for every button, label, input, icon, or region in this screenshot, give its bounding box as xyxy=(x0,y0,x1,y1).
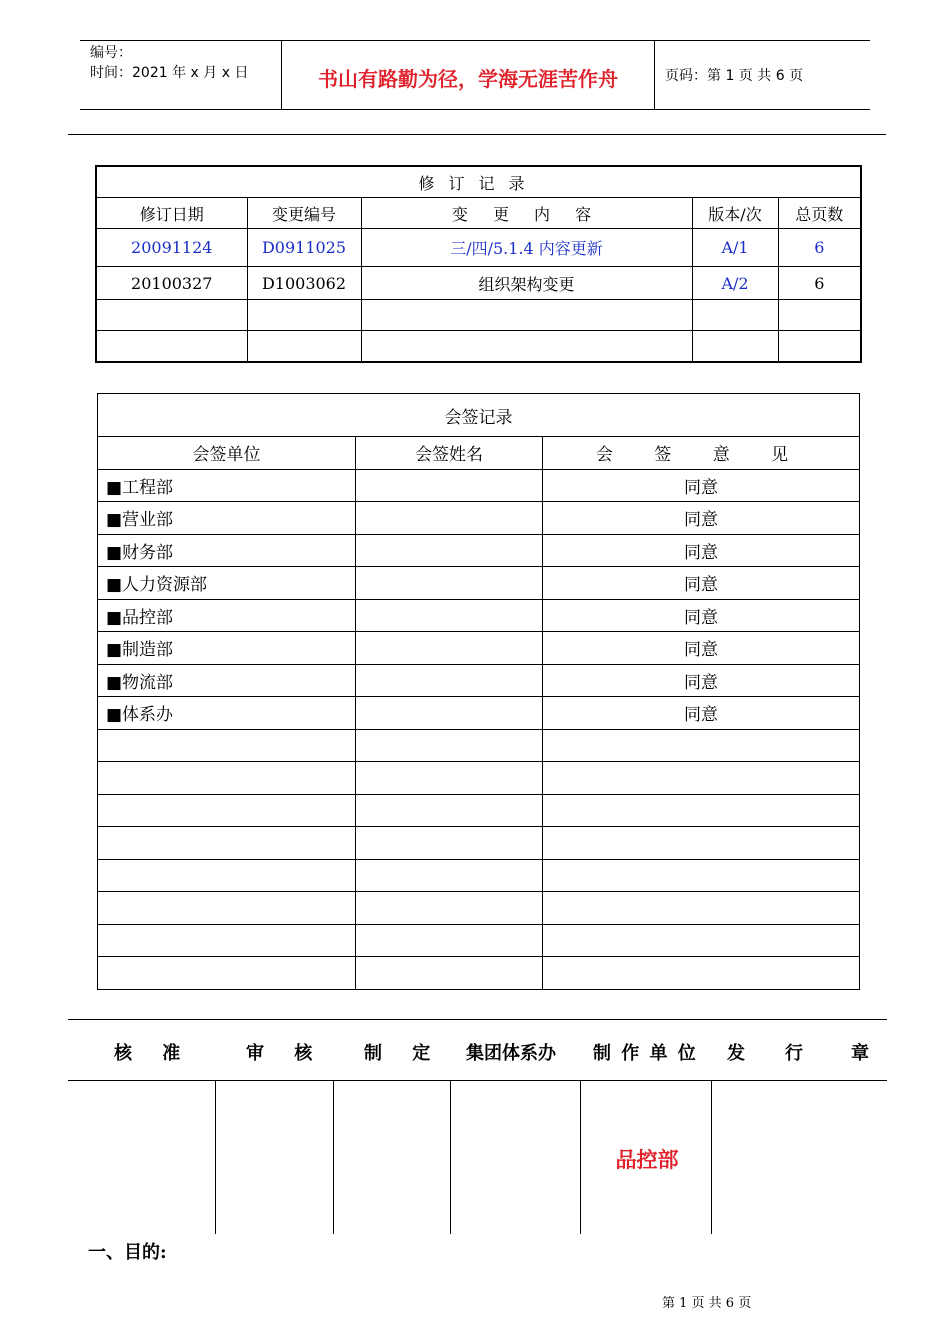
header-divider xyxy=(654,41,655,109)
table-row xyxy=(98,827,860,860)
table-row xyxy=(98,534,860,567)
revision-pages: 6 xyxy=(778,267,861,300)
revision-change-no: D1003062 xyxy=(247,267,361,300)
table-row xyxy=(96,300,861,331)
signoff-name-cell xyxy=(356,697,543,730)
signoff-name-cell xyxy=(356,632,543,665)
table-row xyxy=(98,957,860,990)
signoff-opinion: 同意 xyxy=(543,632,860,665)
page-footer: 第 1 页 共 6 页 xyxy=(662,1296,752,1311)
column-header: 变 更 内 容 xyxy=(361,198,692,229)
signoff-dept: ■体系办 xyxy=(98,697,356,730)
signoff-opinion: 同意 xyxy=(543,469,860,502)
group-system-office-label: 集团体系办 xyxy=(466,1043,556,1064)
approval-divider xyxy=(333,1081,334,1234)
revision-date: 20091124 xyxy=(96,229,247,267)
revision-pages: 6 xyxy=(778,229,861,267)
table-row xyxy=(98,599,860,632)
issue-seal-label: 行 xyxy=(785,1043,803,1064)
approval-top-rule xyxy=(68,1019,887,1020)
revision-version: A/2 xyxy=(692,267,778,300)
table-row xyxy=(98,729,860,762)
column-header: 修订日期 xyxy=(96,198,247,229)
approve-label: 核 准 xyxy=(114,1043,193,1064)
signoff-record-table xyxy=(97,393,860,990)
approval-mid-rule xyxy=(68,1080,887,1081)
table-row xyxy=(98,859,860,892)
revision-change-no: D0911025 xyxy=(247,229,361,267)
approval-divider xyxy=(580,1081,581,1234)
table-row xyxy=(98,762,860,795)
signoff-opinion: 同意 xyxy=(543,502,860,535)
table-row xyxy=(98,892,860,925)
signoff-name-cell xyxy=(356,599,543,632)
section-heading: 一、目的: xyxy=(88,1242,167,1263)
signoff-name-cell xyxy=(356,534,543,567)
revision-record-table xyxy=(95,165,862,363)
issue-seal-label: 章 xyxy=(851,1043,869,1064)
signoff-opinion: 同意 xyxy=(543,697,860,730)
revision-table-title: 修订记录 xyxy=(96,166,861,198)
column-header: 会签单位 xyxy=(98,437,356,470)
revision-content: 组织架构变更 xyxy=(361,267,692,300)
document-time-label: 时间：2021 年 x 月 x 日 xyxy=(90,65,249,81)
signoff-name-cell xyxy=(356,469,543,502)
table-row xyxy=(98,924,860,957)
header-page-info: 页码：第 1 页 共 6 页 xyxy=(665,68,804,84)
document-number-label: 编号： xyxy=(90,45,132,61)
approval-divider xyxy=(450,1081,451,1234)
signoff-dept: ■财务部 xyxy=(98,534,356,567)
signoff-dept: ■物流部 xyxy=(98,664,356,697)
table-row xyxy=(96,229,861,267)
signoff-opinion: 同意 xyxy=(543,567,860,600)
review-label: 审 核 xyxy=(246,1043,325,1064)
table-row xyxy=(96,331,861,362)
table-row xyxy=(98,794,860,827)
signoff-dept: ■品控部 xyxy=(98,599,356,632)
table-row xyxy=(98,469,860,502)
draft-label: 制 定 xyxy=(364,1043,443,1064)
header-rule xyxy=(68,134,886,135)
column-header: 会 签 意 见 xyxy=(543,437,860,470)
signoff-table-title: 会签记录 xyxy=(98,394,860,437)
table-row xyxy=(98,632,860,665)
approval-divider xyxy=(215,1081,216,1234)
revision-version: A/1 xyxy=(692,229,778,267)
signoff-opinion: 同意 xyxy=(543,664,860,697)
signoff-dept: ■工程部 xyxy=(98,469,356,502)
column-header: 变更编号 xyxy=(247,198,361,229)
header-meta xyxy=(90,43,248,83)
signoff-opinion: 同意 xyxy=(543,599,860,632)
signoff-name-cell xyxy=(356,567,543,600)
signoff-opinion: 同意 xyxy=(543,534,860,567)
signoff-name-cell xyxy=(356,502,543,535)
table-row xyxy=(98,697,860,730)
revision-date: 20100327 xyxy=(96,267,247,300)
signoff-dept: ■营业部 xyxy=(98,502,356,535)
issue-seal-label: 发 xyxy=(727,1043,745,1064)
header-motto: 书山有路勤为径，学海无涯苦作舟 xyxy=(318,67,618,91)
producing-unit-label: 制 作 单 位 xyxy=(593,1043,698,1064)
revision-content: 三/四/5.1.4 内容更新 xyxy=(361,229,692,267)
signoff-dept: ■人力资源部 xyxy=(98,567,356,600)
document-header xyxy=(80,40,870,110)
table-row xyxy=(98,664,860,697)
table-row xyxy=(96,267,861,300)
table-row xyxy=(98,502,860,535)
table-row xyxy=(98,567,860,600)
column-header: 会签姓名 xyxy=(356,437,543,470)
column-header: 版本/次 xyxy=(692,198,778,229)
signoff-dept: ■制造部 xyxy=(98,632,356,665)
approval-section xyxy=(68,1019,887,1234)
signoff-name-cell xyxy=(356,664,543,697)
column-header: 总页数 xyxy=(778,198,861,229)
producing-unit-value: 品控部 xyxy=(615,1148,679,1172)
